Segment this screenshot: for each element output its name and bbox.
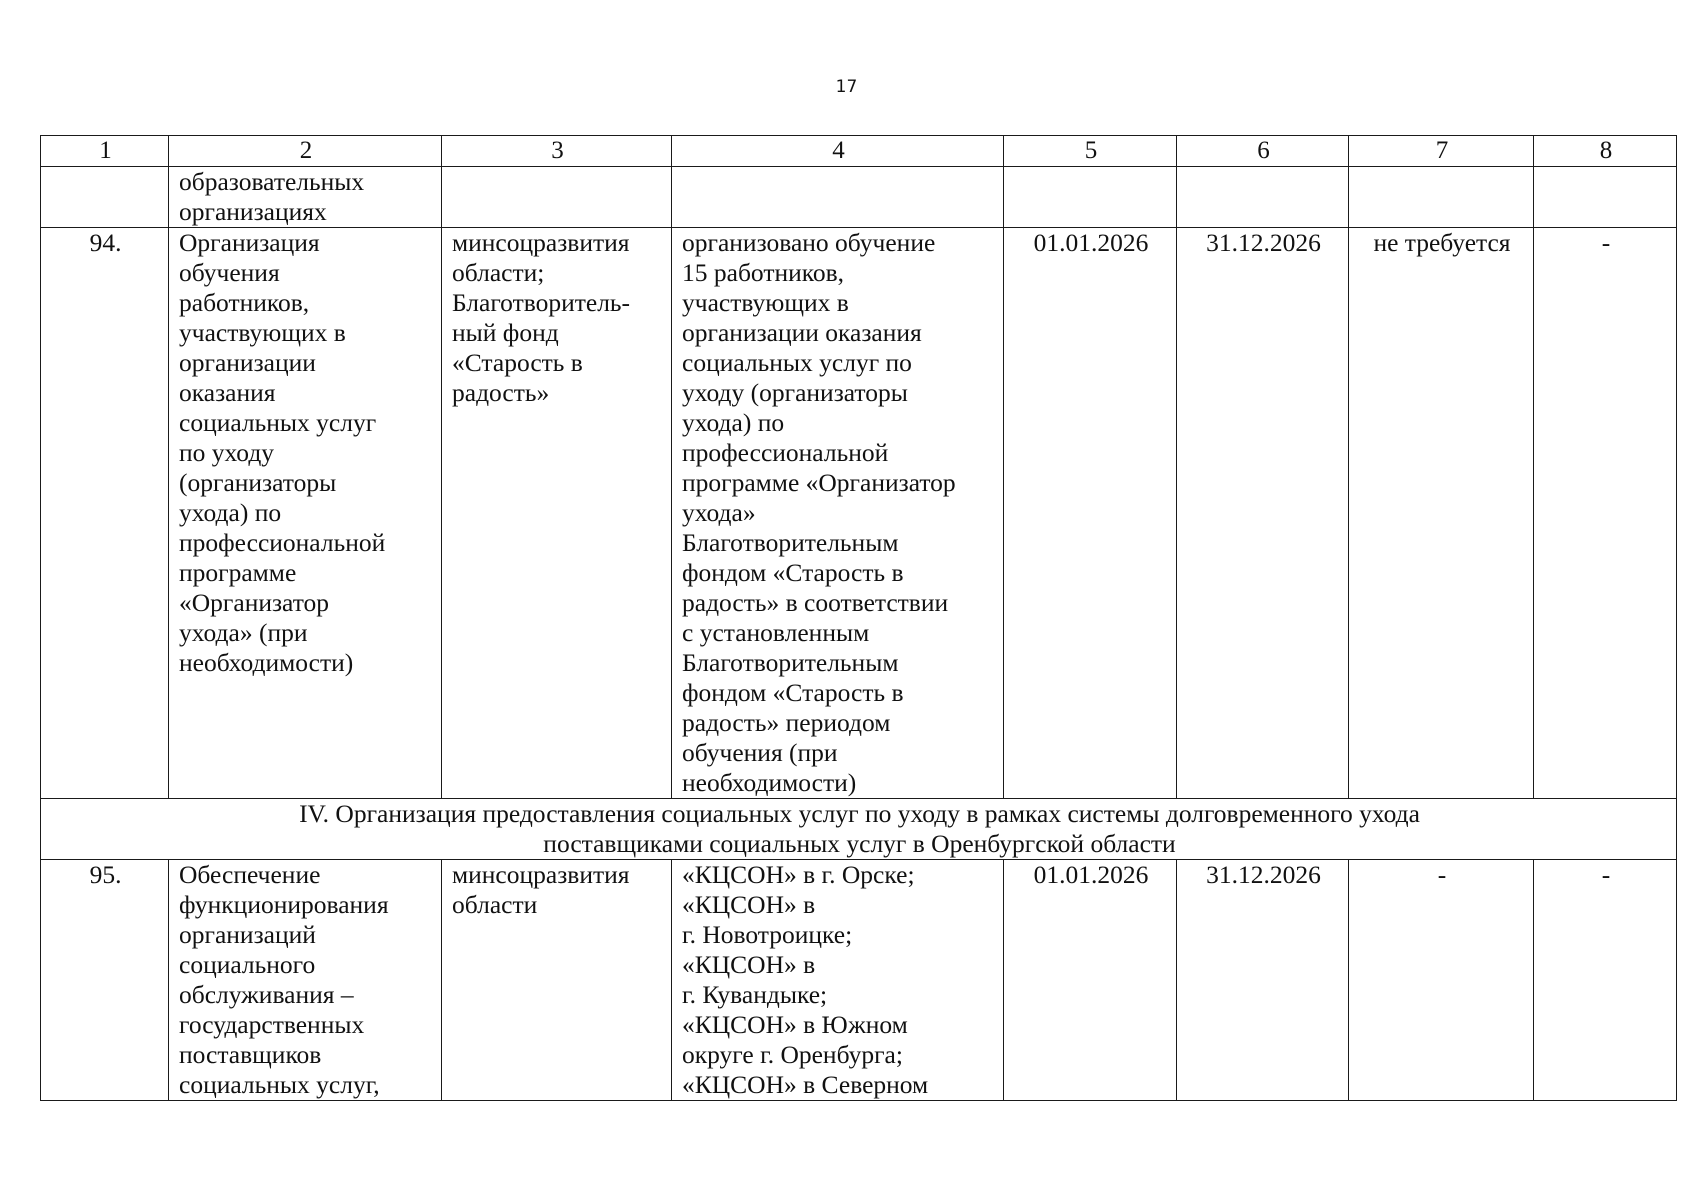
row-95-result-line: «КЦСОН» в <box>682 950 816 979</box>
table-row-94 <box>41 228 1677 799</box>
row-94-executor-line: области; <box>452 258 545 287</box>
row-94-name-line: организации <box>179 348 316 377</box>
row-95-name-cell <box>169 860 442 1101</box>
row-94-name-line: работников, <box>179 288 310 317</box>
row-94-name-line: «Организатор <box>179 588 330 617</box>
row-94-executor-line: радость» <box>452 378 550 407</box>
row-94-name-line: социальных услуг <box>179 408 377 437</box>
header-col-3: 3 <box>442 136 672 167</box>
row-94-executor-line: «Старость в <box>452 348 583 377</box>
row-94-result-line: с установленным <box>682 618 870 647</box>
row-94-name-cell <box>169 228 442 799</box>
row-94-name-line: (организаторы <box>179 468 337 497</box>
row-94-name-line: по уходу <box>179 438 275 467</box>
row-93-end-cell <box>1177 167 1349 228</box>
row-95-name-line: Обеспечение <box>179 860 321 889</box>
header-col-1: 1 <box>41 136 169 167</box>
row-95-name-line: организаций <box>179 920 316 949</box>
row-94-result-line: необходимости) <box>682 768 857 797</box>
row-94-result-line: фондом «Старость в <box>682 558 904 587</box>
row-95-name-line: поставщиков <box>179 1040 322 1069</box>
row-95-name-line: функционирования <box>179 890 389 919</box>
row-95-name-line: социального <box>179 950 316 979</box>
row-94-result-line: радость» в соответствии <box>682 588 949 617</box>
row-94-name-line: Организация <box>179 228 320 257</box>
header-col-4: 4 <box>672 136 1004 167</box>
row-94-result-line: участвующих в <box>682 288 849 317</box>
table-row-continued <box>41 167 1677 228</box>
section-iv-heading-line: IV. Организация предоставления социальных услуг по уходу в рамках системы долговременного ухода <box>299 799 1420 828</box>
row-94-result-line: ухода» <box>682 498 756 527</box>
section-iv-heading <box>41 799 1677 860</box>
header-col-6: 6 <box>1177 136 1349 167</box>
row-93-executor-cell <box>442 167 672 228</box>
row-95-result-line: «КЦСОН» в <box>682 890 816 919</box>
row-94-executor-cell <box>442 228 672 799</box>
row-94-end-date: 31.12.2026 <box>1177 228 1349 799</box>
row-94-result-line: фондом «Старость в <box>682 678 904 707</box>
row-95-name-line: социальных услуг, <box>179 1070 380 1099</box>
row-95-col7: - <box>1349 860 1534 1101</box>
page-number: 17 <box>835 77 858 97</box>
row-95-result-line: г. Кувандыке; <box>682 980 828 1009</box>
row-95-number: 95. <box>41 860 169 1101</box>
row-94-name-line: участвующих в <box>179 318 346 347</box>
row-94-result-line: уходу (организаторы <box>682 378 908 407</box>
row-94-executor-line: ный фонд <box>452 318 559 347</box>
table-row-95 <box>41 860 1677 1101</box>
row-95-executor-cell <box>442 860 672 1101</box>
row-94-result-line: радость» периодом <box>682 708 891 737</box>
row-93-name-line: организациях <box>179 197 327 226</box>
row-94-start-date: 01.01.2026 <box>1004 228 1177 799</box>
row-95-result-line: округе г. Оренбурга; <box>682 1040 903 1069</box>
row-93-name-cell <box>169 167 442 228</box>
row-94-result-line: программе «Организатор <box>682 468 956 497</box>
header-col-2: 2 <box>169 136 442 167</box>
row-95-end-date: 31.12.2026 <box>1177 860 1349 1101</box>
row-95-col8: - <box>1534 860 1677 1101</box>
row-93-start-cell <box>1004 167 1177 228</box>
header-col-7: 7 <box>1349 136 1534 167</box>
row-95-result-line: «КЦСОН» в Северном <box>682 1070 929 1099</box>
row-93-name-line: образовательных <box>179 167 365 196</box>
row-94-result-line: профессиональной <box>682 438 889 467</box>
row-95-executor-line: области <box>452 890 538 919</box>
row-95-name-line: обслуживания – <box>179 980 354 1009</box>
row-95-result-line: г. Новотроицке; <box>682 920 853 949</box>
row-94-col7: не требуется <box>1349 228 1534 799</box>
row-94-executor-line: Благотворитель- <box>452 288 631 317</box>
row-94-result-line: обучения (при <box>682 738 838 767</box>
row-95-name-line: государственных <box>179 1010 365 1039</box>
row-94-result-line: социальных услуг по <box>682 348 912 377</box>
row-94-number: 94. <box>41 228 169 799</box>
row-93-col7-cell <box>1349 167 1534 228</box>
header-row <box>41 136 1677 167</box>
row-93-num-cell <box>41 167 169 228</box>
row-95-result-cell <box>672 860 1004 1101</box>
row-93-col8-cell <box>1534 167 1677 228</box>
row-94-result-cell <box>672 228 1004 799</box>
section-iv-heading-line: поставщиками социальных услуг в Оренбургской области <box>543 829 1176 858</box>
row-94-result-line: Благотворительным <box>682 528 899 557</box>
row-94-result-line: организовано обучение <box>682 228 936 257</box>
row-95-start-date: 01.01.2026 <box>1004 860 1177 1101</box>
row-95-executor-line: минсоцразвития <box>452 860 630 889</box>
section-heading-row <box>41 799 1677 860</box>
row-95-result-line: «КЦСОН» в Южном <box>682 1010 908 1039</box>
row-94-col8: - <box>1534 228 1677 799</box>
row-94-result-line: 15 работников, <box>682 258 845 287</box>
row-94-name-line: ухода) по <box>179 498 282 527</box>
measures-table <box>40 135 1677 1101</box>
row-94-name-line: необходимости) <box>179 648 354 677</box>
row-94-result-line: организации оказания <box>682 318 922 347</box>
header-col-8: 8 <box>1534 136 1677 167</box>
row-94-name-line: оказания <box>179 378 276 407</box>
row-93-result-cell <box>672 167 1004 228</box>
header-col-5: 5 <box>1004 136 1177 167</box>
row-94-name-line: обучения <box>179 258 280 287</box>
row-94-result-line: Благотворительным <box>682 648 899 677</box>
row-95-result-line: «КЦСОН» в г. Орске; <box>682 860 915 889</box>
row-94-executor-line: минсоцразвития <box>452 228 630 257</box>
row-94-name-line: ухода» (при <box>179 618 308 647</box>
row-94-result-line: ухода) по <box>682 408 785 437</box>
row-94-name-line: профессиональной <box>179 528 386 557</box>
row-94-name-line: программе <box>179 558 297 587</box>
